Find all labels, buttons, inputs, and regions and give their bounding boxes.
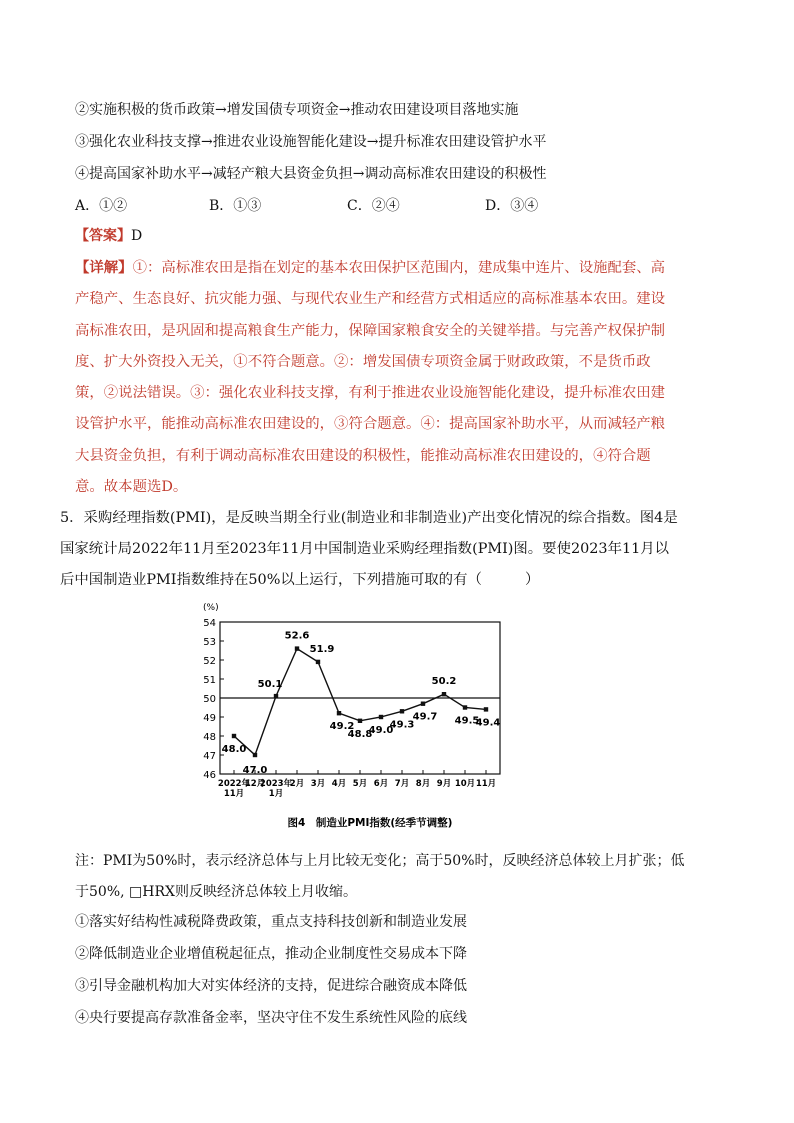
y-tick-label: 46 bbox=[203, 770, 216, 781]
x-tick-label: 11月 bbox=[223, 789, 245, 799]
x-tick-label: 10月 bbox=[454, 779, 476, 789]
x-tick-label: 9月 bbox=[436, 779, 452, 789]
data-point bbox=[253, 753, 257, 757]
option-a: A．①② bbox=[75, 198, 128, 214]
data-label: 49.0 bbox=[368, 725, 394, 736]
data-label: 49.7 bbox=[412, 711, 438, 723]
data-label: 48.0 bbox=[221, 744, 247, 755]
data-point bbox=[421, 702, 425, 706]
x-tick-label: 2月 bbox=[289, 779, 305, 789]
data-point bbox=[442, 692, 446, 696]
data-point bbox=[316, 660, 320, 664]
data-point bbox=[463, 705, 467, 709]
measure-2: ②降低制造业企业增值税起征点，推动企业制度性交易成本下降 bbox=[75, 946, 467, 962]
x-tick-label: 7月 bbox=[394, 779, 410, 789]
data-label: 49.4 bbox=[475, 717, 501, 729]
detail-label: 【详解】 bbox=[75, 259, 133, 276]
x-tick-label: 3月 bbox=[310, 779, 326, 789]
data-point bbox=[358, 719, 362, 723]
pmi-chart bbox=[198, 598, 528, 838]
y-tick-label: 49 bbox=[203, 713, 216, 724]
data-label: 48.8 bbox=[347, 728, 373, 740]
data-point bbox=[484, 707, 488, 711]
data-label: 49.2 bbox=[329, 721, 355, 733]
x-tick-label: 4月 bbox=[331, 779, 347, 789]
y-axis-unit: (%) bbox=[203, 603, 219, 613]
statement-2: ②实施积极的货币政策→增发国债专项资金→推动农田建设项目落地实施 bbox=[75, 102, 519, 118]
data-point bbox=[379, 715, 383, 719]
x-tick-label: 8月 bbox=[415, 779, 431, 789]
data-point bbox=[295, 646, 299, 650]
data-label: 52.6 bbox=[284, 630, 310, 642]
data-label: 50.2 bbox=[431, 676, 457, 688]
option-d: D．③④ bbox=[485, 198, 539, 214]
measure-1: ①落实好结构性减税降费政策，重点支持科技创新和制造业发展 bbox=[75, 914, 467, 930]
option-c: C．②④ bbox=[347, 198, 400, 214]
question-5: 5．采购经理指数(PMI)，是反映当期全行业(制造业和非制造业)产出变化情况的综合指数。图4是国家统计局2022年11月至2023年11月中国制造业采购经理指数(PMI)图。要使2023年11月以后中国制造业PMI指数维持在50%以上运行，下列措施可取的有（ ） bbox=[60, 510, 678, 588]
y-tick-label: 52 bbox=[203, 656, 216, 667]
pmi-chart-svg bbox=[198, 598, 528, 838]
data-label: 49.3 bbox=[389, 719, 415, 731]
y-tick-label: 53 bbox=[203, 637, 216, 648]
detail-paragraph bbox=[75, 252, 679, 503]
x-tick-label: 6月 bbox=[373, 779, 389, 789]
x-tick-label: 2023年 bbox=[259, 779, 293, 789]
data-label: 47.0 bbox=[242, 765, 268, 776]
y-tick-label: 54 bbox=[203, 618, 216, 629]
y-tick-label: 51 bbox=[203, 675, 216, 686]
data-label: 49.5 bbox=[454, 715, 480, 727]
y-tick-label: 47 bbox=[203, 751, 216, 762]
measure-3: ③引导金融机构加大对实体经济的支持，促进综合融资成本降低 bbox=[75, 978, 467, 994]
answer-line bbox=[75, 226, 142, 246]
data-label: 50.1 bbox=[257, 679, 283, 691]
y-tick-label: 48 bbox=[203, 732, 216, 743]
data-point bbox=[400, 709, 404, 713]
x-tick-label: 2022年 bbox=[217, 779, 251, 789]
x-tick-label: 5月 bbox=[352, 779, 368, 789]
measure-4: ④央行要提高存款准备金率，坚决守住不发生系统性风险的底线 bbox=[75, 1010, 467, 1026]
statement-4: ④提高国家补助水平→减轻产粮大县资金负担→调动高标准农田建设的积极性 bbox=[75, 166, 547, 182]
y-tick-label: 50 bbox=[203, 694, 216, 705]
x-tick-label: 1月 bbox=[268, 789, 284, 799]
options-row bbox=[75, 196, 595, 216]
chart-caption: 图4 制造业PMI指数(经季节调整) bbox=[287, 817, 453, 829]
data-point bbox=[232, 734, 236, 738]
answer-value: D bbox=[131, 228, 143, 244]
note-paragraph: 注：PMI为50%时，表示经济总体与上月比较无变化；高于50%时，反映经济总体较上月扩张；低于50%, □HRX则反映经济总体较上月收缩。 bbox=[75, 853, 685, 900]
detail-text: ①：高标准农田是指在划定的基本农田保护区范围内，建成集中连片、设施配套、高产稳产、生态良好、抗灾能力强、与现代农业生产和经营方式相适应的高标准基本农田。建设高标准农田，是巩固和提高粮食生产能力，保障国家粮食安全的关键举措。与完善产权保护制度、扩大外资投入无关，①不符合题意。②：增发国债专项资金属于财政政策，不是货币政策，②说法错误。③：强化农业科技支撑，有利于推进农业设施智能化建设，提升标准农田建设管护水平，能推动高标准农田建设的，③符合题意。④：提高国家补助水平，从而减轻产粮大县资金负担，有利于调动高标准农田建设的积极性，能推动高标准农田建设的，④符合题意。故本题选D。 bbox=[75, 260, 666, 496]
data-point bbox=[274, 694, 278, 698]
statement-3: ③强化农业科技支撑→推进农业设施智能化建设→提升标准农田建设管护水平 bbox=[75, 134, 547, 150]
data-point bbox=[337, 711, 341, 715]
x-tick-label: 12月 bbox=[244, 779, 266, 789]
data-label: 51.9 bbox=[309, 643, 335, 655]
option-b: B．①③ bbox=[209, 198, 262, 214]
x-tick-label: 11月 bbox=[475, 779, 497, 789]
answer-label: 【答案】 bbox=[75, 228, 131, 244]
